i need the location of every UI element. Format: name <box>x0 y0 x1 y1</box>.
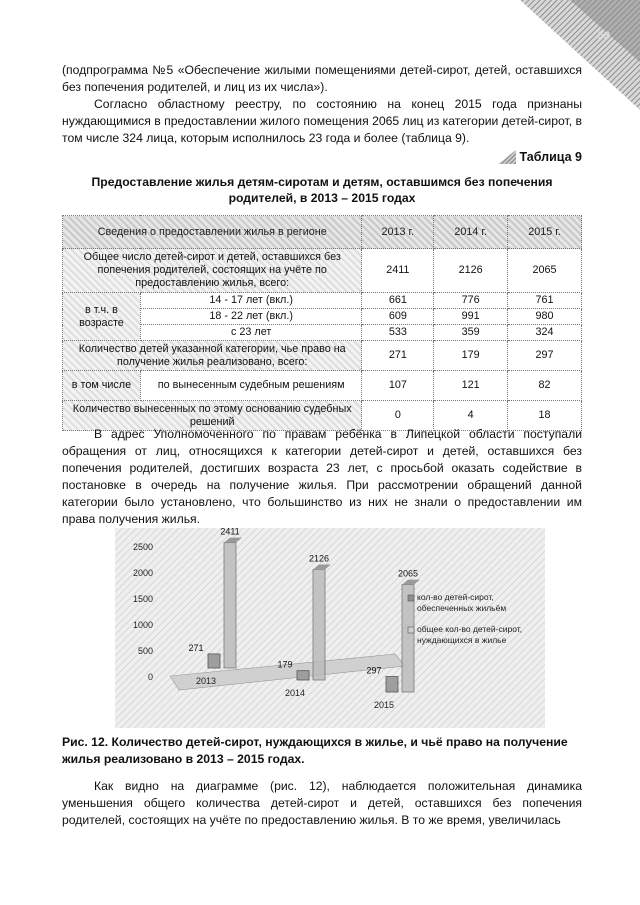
bar-realized-2013 <box>208 654 220 668</box>
realized-2014: 179 <box>434 341 508 371</box>
total-2014: 2126 <box>434 249 508 293</box>
bar-total-2013 <box>224 543 236 668</box>
age-18-22-2014: 991 <box>434 309 508 325</box>
table-row-age-18-22 <box>63 309 582 325</box>
table-row-age-14-17 <box>63 293 582 309</box>
table-hatch-icon <box>498 150 516 164</box>
court-2014: 121 <box>434 371 508 401</box>
body-text-middle <box>62 426 582 528</box>
y-tick-label: 500 <box>137 646 153 656</box>
table-row-realized <box>63 341 582 371</box>
age-14-17-label: 14 - 17 лет (вкл.) <box>140 293 362 309</box>
data-label-realized-2015: 297 <box>366 665 382 676</box>
paragraph-4: Как видно на диаграмме (рис. 12), наблюдается положительная динамика уменьшения общего количества детей-сирот и детей, оставшихся без попечения родителей, состоящих на учёте по предоставлению жилья. В то же время, увеличилась <box>62 779 582 827</box>
total-2015: 2065 <box>508 249 582 293</box>
table-title: Предоставление жилья детям-сиротам и детям, оставшимся без попечения родителей, в 2013 – 2015 годах <box>91 175 553 205</box>
data-label-total-2015: 2065 <box>397 568 419 579</box>
age-14-17-2013: 661 <box>362 293 434 309</box>
court-label: по вынесенным судебным решениям <box>140 371 362 401</box>
y-tick-label: 0 <box>147 672 153 682</box>
legend-swatch-1 <box>408 627 414 633</box>
y-tick-label: 2500 <box>132 542 153 552</box>
page-number: 53 <box>597 30 610 42</box>
legend-label-0-0: кол-во детей-сирот, <box>417 592 494 602</box>
body-text-top <box>62 62 582 147</box>
age-14-17-2014: 776 <box>434 293 508 309</box>
age-14-17-2015: 761 <box>508 293 582 309</box>
age-23-label: с 23 лет <box>140 325 362 341</box>
legend-label-1-0: общее кол-во детей-сирот, <box>417 624 523 634</box>
table-row-age-23 <box>63 325 582 341</box>
bar-realized-2014 <box>297 671 309 680</box>
age-18-22-2015: 980 <box>508 309 582 325</box>
court-count-2015: 18 <box>508 401 582 431</box>
data-label-realized-2014: 179 <box>277 659 293 670</box>
x-tick-label-2014: 2014 <box>284 688 306 698</box>
y-tick-label: 2000 <box>132 568 153 578</box>
housing-table <box>62 215 582 431</box>
figure-caption: Рис. 12. Количество детей-сирот, нуждающихся в жилье, и чьё право на получение жилья реализовано в 2013 – 2015 годах. <box>62 735 568 766</box>
court-2013: 107 <box>362 371 434 401</box>
total-label: Общее число детей-сирот и детей, оставшихся без попечения родителей, состоящих на учёте по предоставлению жилья, всего: <box>63 249 362 293</box>
realized-label: Количество детей указанной категории, чье право на получение жилья реализовано, всего: <box>63 341 362 371</box>
paragraph-3: В адрес Уполномоченного по правам ребёнка в Липецкой области поступали обращения от лиц, относящихся к категории детей-сирот и детей, оставшихся без попечения родителей, достигших возраста 23 лет, с просьбой оказать содействие в постановке в очередь на получение жилья. При рассмотрении обращений данной категории было установлено, что большинство из них не знали о предоставлении им права получения жилья. <box>62 427 582 526</box>
age-18-22-2013: 609 <box>362 309 434 325</box>
incl-label: в том числе <box>63 371 141 401</box>
paragraph-2: Согласно областному реестру, по состоянию на конец 2015 года признаны нуждающимися в предоставлении жилого помещения 2065 лиц из категории детей-сирот, в том числе 324 лица, которым исполнилось 23 года и более (таблица 9). <box>62 97 582 145</box>
court-2015: 82 <box>508 371 582 401</box>
paragraph-1: (подпрограмма №5 «Обеспечение жилыми помещениями детей-сирот, детей, оставшихся без попечения родителей, и лиц из их числа»). <box>62 63 582 94</box>
table-row-total <box>63 249 582 293</box>
legend-label-0-1: обеспеченных жильём <box>417 603 507 613</box>
table-row-court <box>63 371 582 401</box>
legend-label-1-1: нуждающихся в жилье <box>417 635 507 645</box>
header-2014: 2014 г. <box>434 216 508 249</box>
table-header-row <box>63 216 582 249</box>
body-text-bottom <box>62 778 582 829</box>
y-tick-label: 1000 <box>132 620 153 630</box>
age-18-22-label: 18 - 22 лет (вкл.) <box>140 309 362 325</box>
table-caption <box>498 150 582 164</box>
header-info: Сведения о предоставлении жилья в регионе <box>63 216 362 249</box>
court-count-2013: 0 <box>362 401 434 431</box>
total-2013: 2411 <box>362 249 434 293</box>
chart-container <box>115 528 545 728</box>
bar-total-2014 <box>313 569 325 680</box>
realized-2013: 271 <box>362 341 434 371</box>
realized-2015: 297 <box>508 341 582 371</box>
header-2013: 2013 г. <box>362 216 434 249</box>
bar-realized-2015 <box>386 677 398 692</box>
data-label-total-2014: 2126 <box>308 553 330 564</box>
court-count-label: Количество вынесенных по этому основанию судебных решений <box>63 401 362 431</box>
court-count-2014: 4 <box>434 401 508 431</box>
age-group-label: в т.ч. в возрасте <box>63 293 141 341</box>
x-tick-label-2013: 2013 <box>195 676 217 686</box>
age-23-2015: 324 <box>508 325 582 341</box>
header-2015: 2015 г. <box>508 216 582 249</box>
housing-chart <box>115 528 545 728</box>
table-caption-label: Таблица 9 <box>519 150 582 164</box>
age-23-2013: 533 <box>362 325 434 341</box>
legend-swatch-0 <box>408 595 414 601</box>
data-label-realized-2013: 271 <box>188 642 204 653</box>
data-label-total-2013: 2411 <box>220 528 240 537</box>
y-tick-label: 1500 <box>132 594 153 604</box>
x-tick-label-2015: 2015 <box>373 700 395 710</box>
age-23-2014: 359 <box>434 325 508 341</box>
